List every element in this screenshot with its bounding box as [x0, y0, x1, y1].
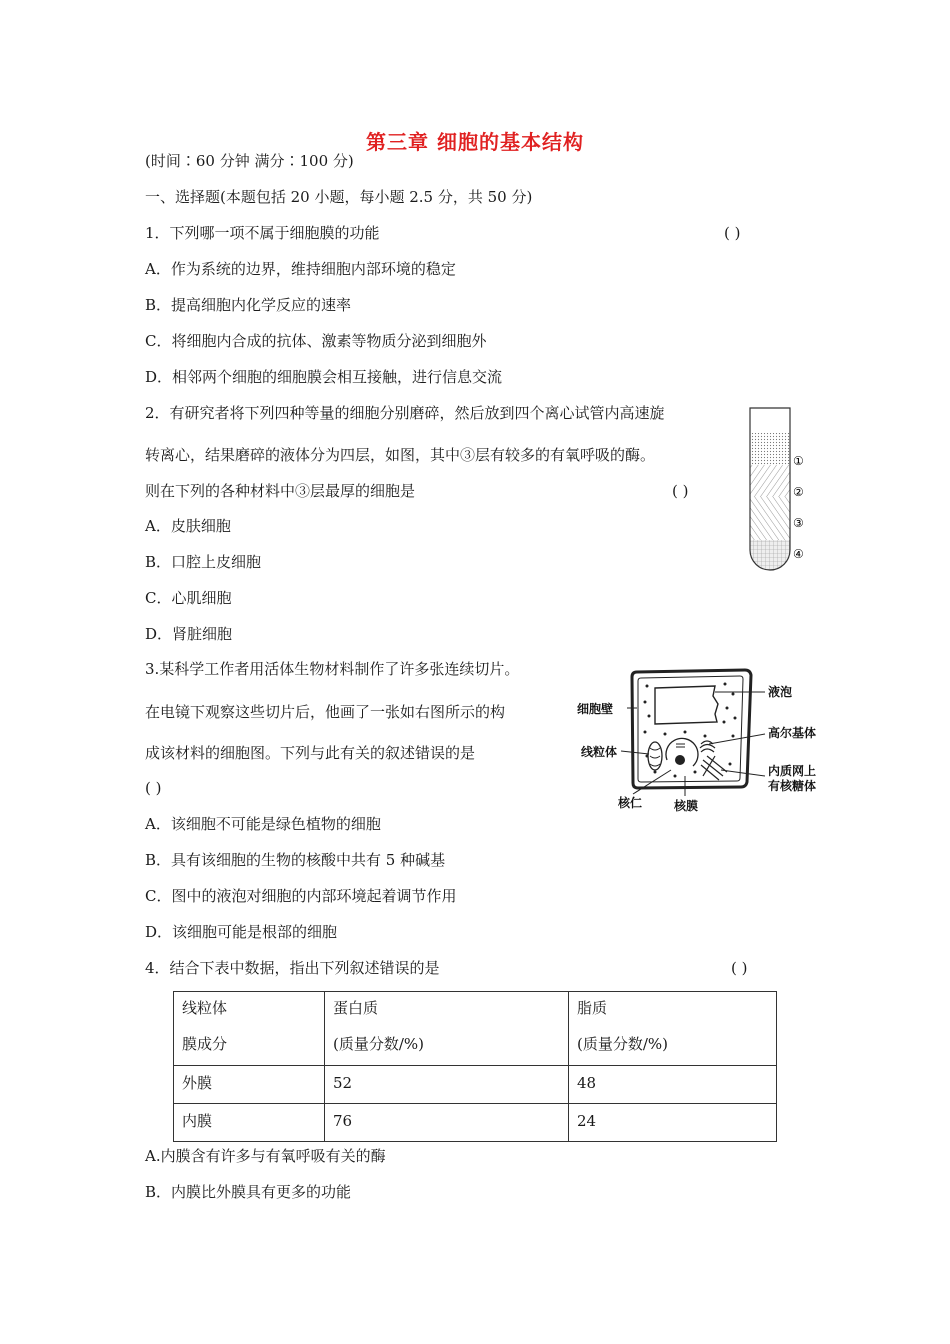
tube-layer-1 — [750, 433, 790, 465]
centrifuge-tube-figure — [745, 405, 815, 585]
q3-option-d: D．该细胞可能是根部的细胞 — [145, 923, 338, 941]
q3-option-c: C．图中的液泡对细胞的内部环境起着调节作用 — [145, 887, 457, 905]
page-title: 第三章 细胞的基本结构 — [366, 130, 584, 154]
q1-answer-blank: ( ) — [724, 224, 741, 242]
q3-stem-line2: 在电镜下观察这些切片后，他画了一张如右图所示的构 — [145, 703, 506, 721]
q1-option-a: A．作为系统的边界，维持细胞内部环境的稳定 — [145, 260, 456, 278]
q3-stem-line3: 成该材料的细胞图。下列与此有关的叙述错误的是 — [145, 744, 476, 762]
q2-answer-blank: ( ) — [672, 482, 689, 500]
header-lipid-line2: (质量分数/%) — [577, 1035, 669, 1053]
header-mito-line1: 线粒体 — [182, 999, 228, 1017]
q4-answer-blank: ( ) — [731, 959, 748, 977]
q2-stem-line3: 则在下列的各种材料中③层最厚的细胞是 — [145, 482, 416, 500]
q2-stem-line2: 转离心，结果磨碎的液体分为四层，如图，其中③层有较多的有氧呼吸的酶。 — [145, 446, 656, 464]
section-heading: 一、选择题(本题包括 20 小题，每小题 2.5 分，共 50 分) — [145, 188, 533, 206]
label-golgi: 高尔基体 — [768, 726, 817, 740]
header-mito-line2: 膜成分 — [182, 1035, 228, 1053]
layer-label-4: ④ — [793, 547, 804, 561]
q3-answer-blank: ( ) — [145, 779, 162, 797]
tube-layer-2 — [750, 465, 790, 497]
q3-option-b: B．具有该细胞的生物的核酸中共有 5 种碱基 — [145, 851, 446, 869]
q1-option-c: C．将细胞内合成的抗体、激素等物质分泌到细胞外 — [145, 332, 487, 350]
table-cell: 76 — [325, 1104, 569, 1142]
table-cell: 24 — [569, 1104, 777, 1142]
table-cell: 外膜 — [174, 1066, 325, 1104]
table-cell: 48 — [569, 1066, 777, 1104]
table-row — [174, 1104, 777, 1142]
table-row — [174, 1066, 777, 1104]
nucleolus-shape — [675, 755, 685, 765]
table-cell: 内膜 — [174, 1104, 325, 1142]
q3-stem-line1: 3.某科学工作者用活体生物材料制作了许多张连续切片。 — [145, 660, 520, 678]
cell-diagram-figure — [575, 664, 830, 816]
label-mitochondrion: 线粒体 — [581, 745, 618, 759]
exam-meta: (时间∶60 分钟 满分∶100 分) — [145, 152, 354, 170]
label-nuclear-membrane: 核膜 — [674, 799, 699, 813]
label-cell-wall: 细胞壁 — [577, 702, 614, 716]
label-er-line1: 内质网上 — [768, 764, 817, 778]
q1-option-d: D．相邻两个细胞的细胞膜会相互接触，进行信息交流 — [145, 368, 503, 386]
q1-stem: 1．下列哪一项不属于细胞膜的功能 — [145, 224, 380, 242]
label-nucleolus: 核仁 — [618, 796, 643, 810]
layer-label-3: ③ — [793, 516, 804, 530]
table-header-cell — [325, 992, 569, 1066]
header-protein-line2: (质量分数/%) — [333, 1035, 425, 1053]
layer-label-1: ① — [793, 454, 804, 468]
table-cell: 52 — [325, 1066, 569, 1104]
q2-option-a: A．皮肤细胞 — [145, 517, 231, 535]
header-lipid-line1: 脂质 — [577, 999, 608, 1017]
table-header-cell — [174, 992, 325, 1066]
q1-option-b: B．提高细胞内化学反应的速率 — [145, 296, 352, 314]
q4-option-b: B．内膜比外膜具有更多的功能 — [145, 1183, 352, 1201]
membrane-composition-table — [173, 991, 777, 1142]
tube-layer-3 — [750, 497, 790, 540]
q3-option-a: A．该细胞不可能是绿色植物的细胞 — [145, 815, 381, 833]
q2-option-c: C．心肌细胞 — [145, 589, 232, 607]
header-protein-line1: 蛋白质 — [333, 999, 379, 1017]
layer-label-2: ② — [793, 485, 804, 499]
q4-stem: 4．结合下表中数据，指出下列叙述错误的是 — [145, 959, 440, 977]
table-header-cell — [569, 992, 777, 1066]
tube-layer-4 — [750, 540, 790, 585]
label-er-line2: 有核糖体 — [768, 779, 817, 793]
vacuole-shape — [655, 686, 718, 724]
q4-option-a: A.内膜含有许多与有氧呼吸有关的酶 — [145, 1147, 386, 1165]
label-vacuole: 液泡 — [768, 685, 793, 699]
q2-stem-line1: 2．有研究者将下列四种等量的细胞分别磨碎，然后放到四个离心试管内高速旋 — [145, 404, 665, 422]
q2-option-d: D．肾脏细胞 — [145, 625, 233, 643]
q2-option-b: B．口腔上皮细胞 — [145, 553, 262, 571]
table-header-row — [174, 992, 777, 1066]
